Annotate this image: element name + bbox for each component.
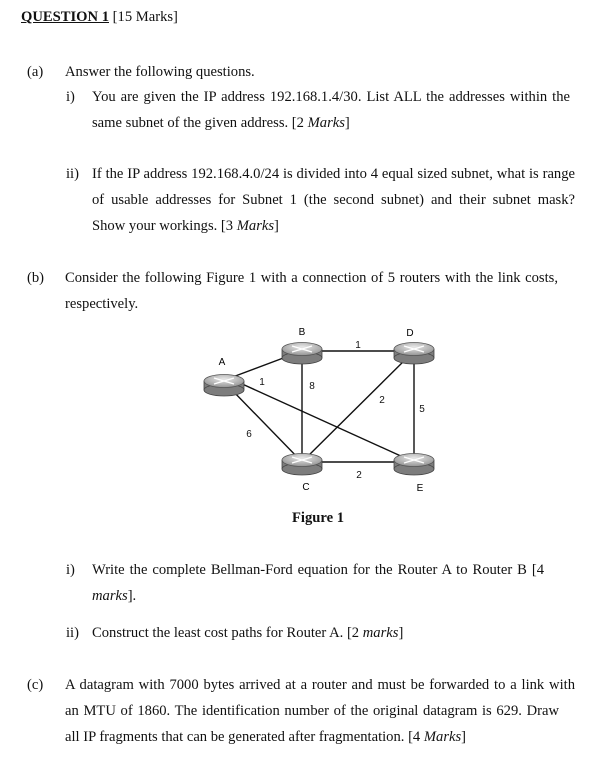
part-b-q2-marks: marks (362, 625, 399, 641)
router-c-name: C (302, 482, 310, 493)
part-b-q1-end: ]. (127, 588, 137, 604)
cost-b-c: 8 (309, 381, 315, 392)
network-links (222, 351, 414, 462)
cost-b-d: 1 (355, 340, 361, 351)
part-b-q2-end: ] (398, 625, 404, 641)
part-b-line1: Consider the following Figure 1 with a connection of 5 routers with the link costs, (65, 270, 558, 286)
part-c-line3-text: all IP fragments that can be generated after fragmentation. [4 (65, 729, 424, 745)
cost-c-e: 2 (356, 470, 362, 481)
link-d-c (302, 351, 414, 462)
part-a-q1-line2 (92, 115, 350, 132)
router-a (204, 375, 244, 397)
router-b-name: B (298, 327, 306, 338)
part-b-q2-label: ii) (66, 625, 79, 641)
part-a-q2-label: ii) (66, 166, 79, 182)
part-a-q2-line3 (92, 218, 279, 235)
part-b-q1-line2 (92, 588, 136, 605)
cost-a-b: 1 (259, 377, 265, 388)
router-c (282, 454, 322, 476)
part-b-q1-marks: marks (92, 588, 128, 604)
link-a-c (230, 388, 302, 462)
part-a-q2-line1: If the IP address 192.168.4.0/24 is divided into 4 equal sized subnet, what is range (92, 166, 575, 182)
part-b-label: (b) (27, 270, 45, 286)
cost-d-e: 5 (419, 404, 425, 415)
part-c-line3 (65, 729, 466, 746)
part-c-line1: A datagram with 7000 bytes arrived at a router and must be forwarded to a link with (65, 677, 575, 693)
cost-c-d: 2 (379, 395, 385, 406)
part-b-line2: respectively. (65, 296, 139, 312)
router-e-name: E (416, 483, 424, 494)
part-a-q1-end: ] (344, 115, 350, 131)
question-marks: [15 Marks] (112, 9, 178, 25)
part-a-label: (a) (27, 64, 44, 80)
part-b-q2-text: Construct the least cost paths for Router A. [2 (92, 625, 363, 641)
question-heading (21, 9, 178, 26)
part-a-q2-line2: of usable addresses for Subnet 1 (the second subnet) and their subnet mask? (92, 192, 575, 208)
part-b-q2-line (92, 625, 403, 642)
part-a-q1-line1: You are given the IP address 192.168.1.4/30. List ALL the addresses within the (92, 89, 570, 105)
router-a-name: A (218, 357, 226, 368)
part-a-q2-end: ] (274, 218, 279, 234)
part-c-line2: an MTU of 1860. The identification number of the original datagram is 629. Draw (65, 703, 559, 719)
part-a-q1-label: i) (66, 89, 75, 105)
part-b-q1-label: i) (66, 562, 75, 578)
part-a-q2-line3-text: Show your workings. [3 (92, 218, 237, 234)
part-c-label: (c) (27, 677, 44, 693)
router-b (282, 343, 322, 365)
part-c-marks: Marks (423, 729, 462, 745)
part-a-intro: Answer the following questions. (65, 64, 255, 80)
part-a-q1-line2-text: same subnet of the given address. [2 (92, 115, 308, 131)
router-d (394, 343, 434, 365)
part-b-q1-line1: Write the complete Bellman-Ford equation for the Router A to Router B [4 (92, 562, 544, 578)
cost-a-c: 6 (246, 429, 252, 440)
router-e (394, 454, 434, 476)
part-c-end: ] (461, 729, 467, 745)
network-diagram (190, 320, 450, 500)
router-d-name: D (406, 328, 414, 339)
link-a-e (240, 383, 414, 462)
part-a-q1-marks: Marks (307, 115, 345, 131)
question-title: QUESTION 1 (21, 9, 109, 25)
figure-caption: Figure 1 (292, 510, 345, 526)
part-a-q2-marks: Marks (236, 218, 275, 234)
